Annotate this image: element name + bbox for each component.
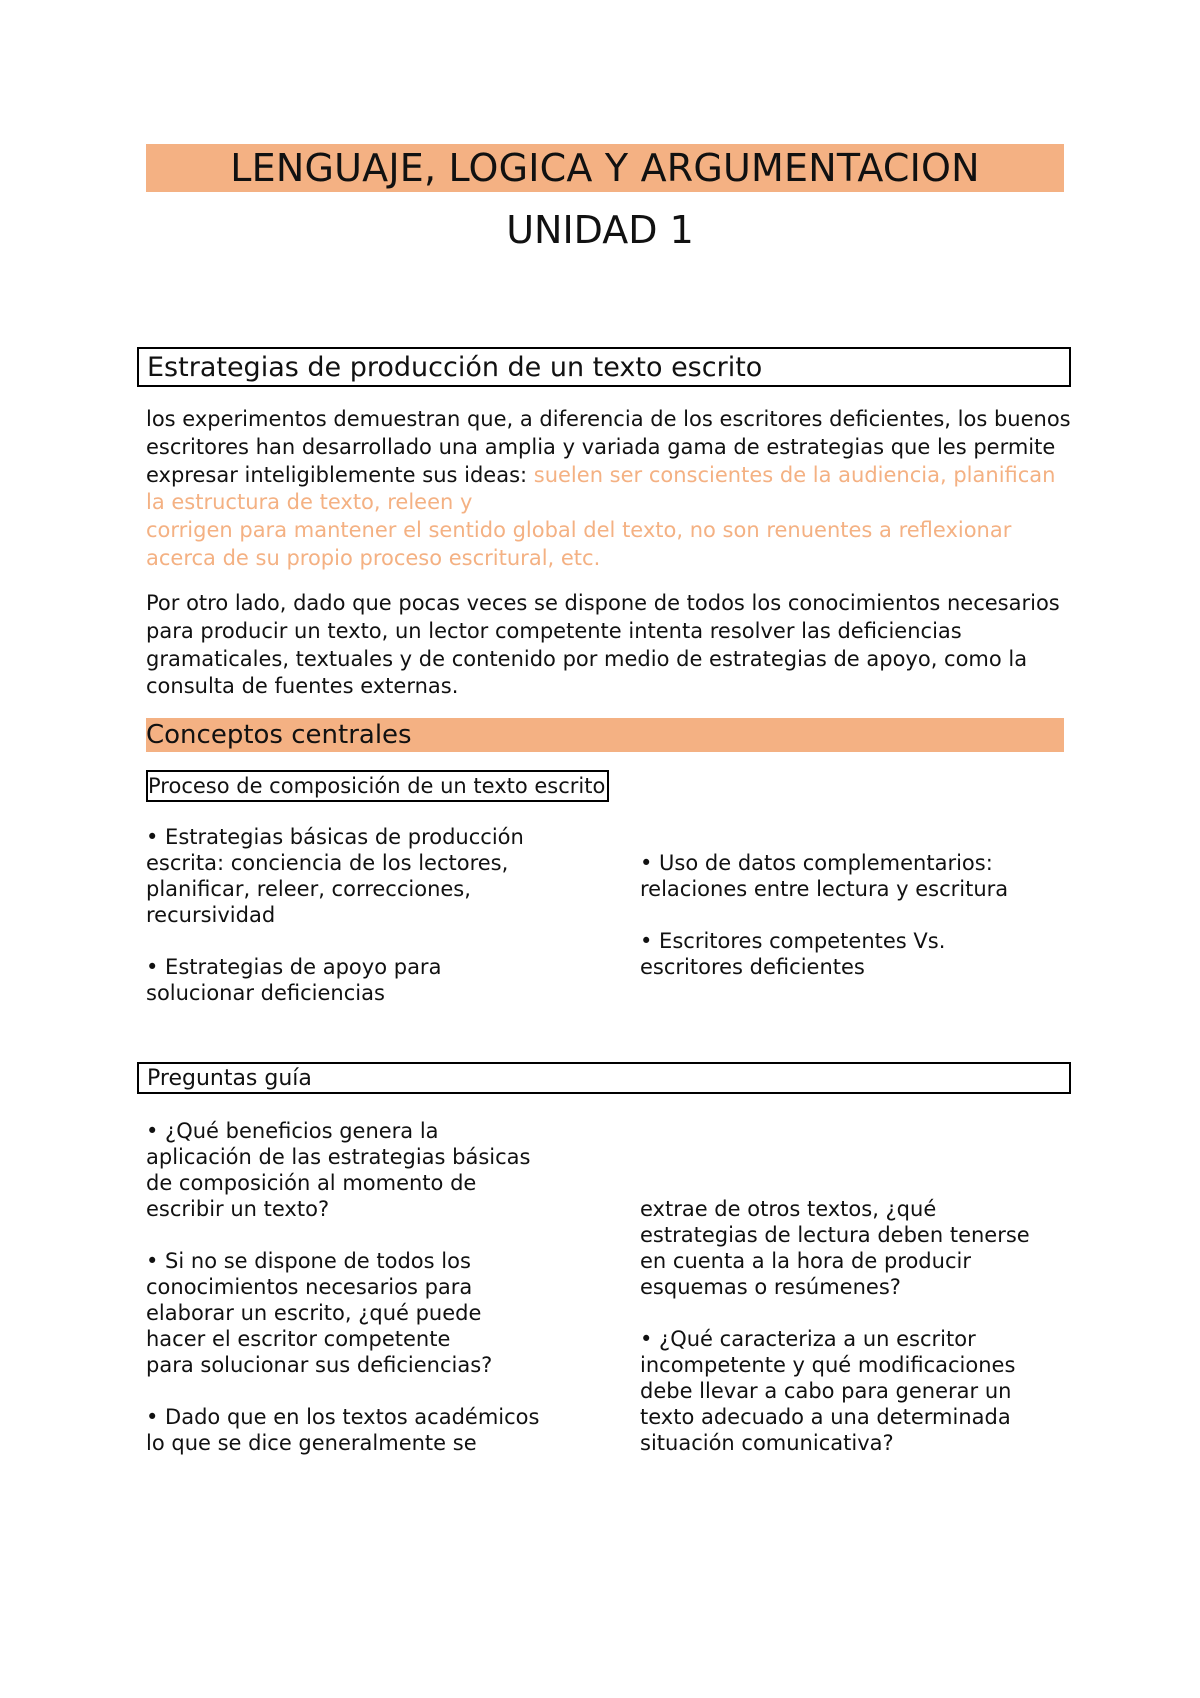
list-item-line: aplicación de las estrategias básicas <box>146 1145 531 1169</box>
title-band <box>146 144 1064 192</box>
unit-title: UNIDAD 1 <box>506 208 694 252</box>
list-item-line: hacer el escritor competente <box>146 1327 451 1351</box>
list-item-line: conocimientos necesarios para <box>146 1275 473 1299</box>
list-item-line: estrategias de lectura deben tenerse <box>640 1223 1030 1247</box>
document-title: LENGUAJE, LOGICA Y ARGUMENTACION <box>230 146 980 190</box>
list-item <box>146 1118 616 1222</box>
item-spacer <box>640 1300 1070 1326</box>
list-item-line: para solucionar sus deficiencias? <box>146 1353 493 1377</box>
list-item-line: • Escritores competentes Vs. <box>640 929 946 953</box>
strategies-p1-lead: los experimentos demuestran que, a diferencia de los escritores deficientes, los buenos escritores han desarrollado una amplia y variada gama de estrategias que les permite expresar inteligiblemente sus ideas: <box>146 407 1071 487</box>
list-item <box>146 1404 616 1456</box>
list-item-line: lo que se dice generalmente se <box>146 1431 477 1455</box>
item-spacer <box>640 902 1070 928</box>
list-item-line: • Estrategias de apoyo para <box>146 955 442 979</box>
list-item-line: esquemas o resúmenes? <box>640 1275 901 1299</box>
section-heading-concepts <box>146 718 1064 752</box>
list-item-line: elaborar un escrito, ¿qué puede <box>146 1301 482 1325</box>
concepts-heading: Conceptos centrales <box>146 720 412 750</box>
list-item <box>640 850 1070 902</box>
list-item <box>146 954 616 1006</box>
list-item <box>146 1248 616 1378</box>
list-item-line: • Si no se dispone de todos los <box>146 1249 471 1273</box>
list-item-line: • ¿Qué beneficios genera la <box>146 1119 439 1143</box>
list-item-line: de composición al momento de <box>146 1171 477 1195</box>
list-item-line: debe llevar a cabo para generar un <box>640 1379 1012 1403</box>
list-item-line: en cuenta a la hora de producir <box>640 1249 971 1273</box>
concepts-right-column <box>640 850 1070 980</box>
strategies-p1-highlight-a: suelen ser conscientes de la audiencia, planifican la estructura de texto, releen y <box>146 462 1056 515</box>
list-item-line: escrita: conciencia de los lectores, <box>146 851 509 875</box>
item-spacer <box>146 1378 616 1404</box>
strategies-p1-highlight-b: corrigen para mantener el sentido global del texto, no son renuentes a reflexionar acerca de su propio proceso escritural, etc. <box>146 518 1012 570</box>
item-spacer <box>146 928 616 954</box>
list-item <box>640 1326 1070 1456</box>
strategies-paragraph-1 <box>146 406 1071 573</box>
list-item-line: relaciones entre lectura y escritura <box>640 877 1009 901</box>
questions-right-column <box>640 1196 1070 1456</box>
section-heading-questions: Preguntas guía <box>137 1062 1071 1094</box>
list-item <box>640 928 1070 980</box>
questions-left-column <box>146 1118 616 1456</box>
list-item-line: escribir un texto? <box>146 1197 330 1221</box>
list-item-line: • ¿Qué caracteriza a un escritor <box>640 1327 976 1351</box>
list-item <box>146 824 616 928</box>
strategies-paragraph-2: Por otro lado, dado que pocas veces se dispone de todos los conocimientos necesarios para producir un texto, un lector competente intenta resolver las deficiencias gramaticales, textuales y de contenido por medio de estrategias de apoyo, como la consulta de fuentes externas. <box>146 591 1060 699</box>
list-item-line: escritores deficientes <box>640 955 865 979</box>
list-item-line: extrae de otros textos, ¿qué <box>640 1197 937 1221</box>
concepts-left-column <box>146 824 616 1006</box>
list-item-line: • Estrategias básicas de producción <box>146 825 524 849</box>
section-heading-strategies: Estrategias de producción de un texto escrito <box>137 347 1071 387</box>
item-spacer <box>146 1222 616 1248</box>
list-item-line: incompetente y qué modificaciones <box>640 1353 1016 1377</box>
list-item-line: recursividad <box>146 903 276 927</box>
concepts-subheading: Proceso de composición de un texto escrito <box>146 770 609 802</box>
list-item-line: texto adecuado a una determinada <box>640 1405 1011 1429</box>
list-item <box>640 1196 1070 1300</box>
list-item-line: solucionar deficiencias <box>146 981 385 1005</box>
list-item-line: situación comunicativa? <box>640 1431 894 1455</box>
list-item-line: planificar, releer, correcciones, <box>146 877 471 901</box>
list-item-line: • Dado que en los textos académicos <box>146 1405 540 1429</box>
list-item-line: • Uso de datos complementarios: <box>640 851 993 875</box>
